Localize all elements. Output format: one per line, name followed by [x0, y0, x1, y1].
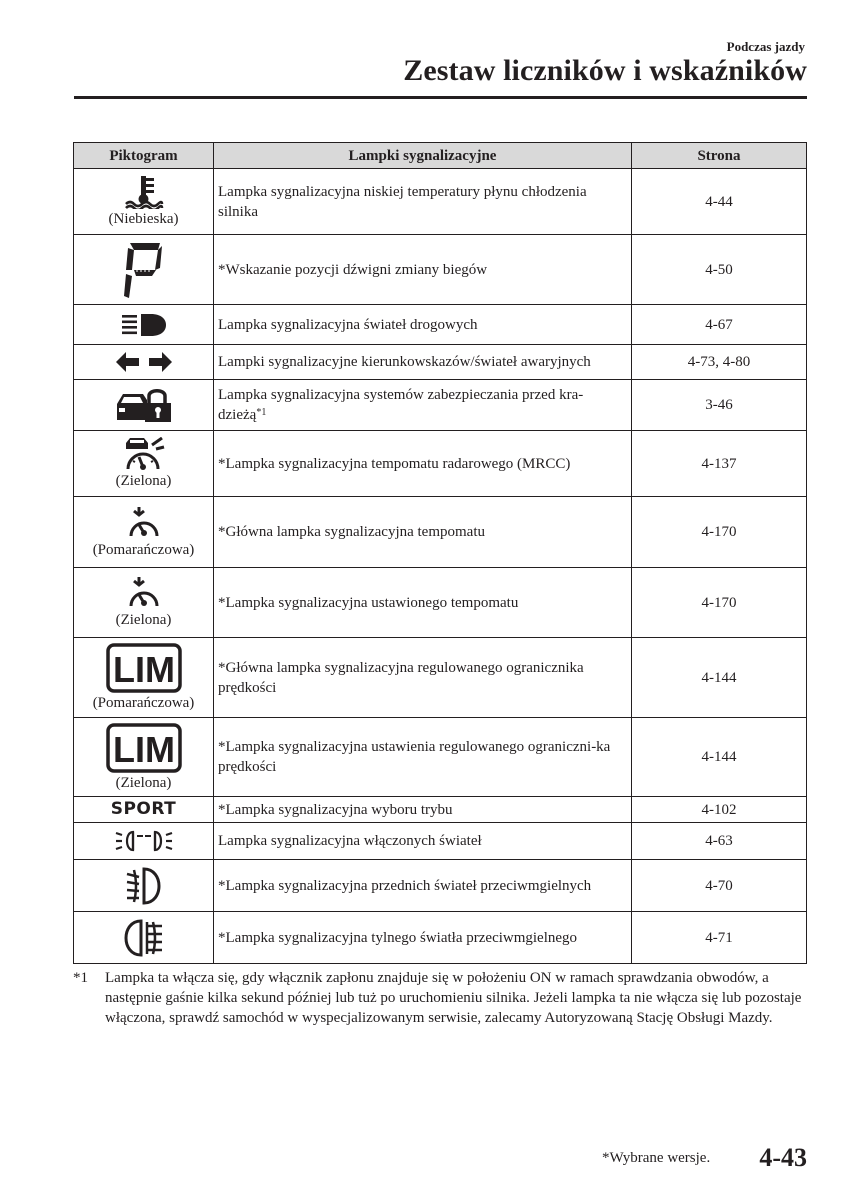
- table-row: [74, 380, 807, 431]
- shift-position-p-icon: [122, 240, 166, 300]
- page-reference: 4-44: [632, 169, 807, 235]
- light-description: Lampka sygnalizacyjna ustawionego tempomatu: [225, 594, 519, 611]
- page-reference: 4-144: [632, 718, 807, 797]
- pictogram-cell: [74, 380, 214, 431]
- page-number: 4-43: [759, 1143, 807, 1172]
- page-reference: 4-67: [632, 305, 807, 345]
- lim-label: LIM: [112, 649, 175, 690]
- page-reference: 4-50: [632, 235, 807, 305]
- description-cell: *Lampka sygnalizacyjna ustawionego tempomatu: [214, 568, 632, 638]
- high-beam-icon: [121, 313, 167, 337]
- light-description: Lampka sygnalizacyjna tylnego światła przeciwmgielnego: [225, 929, 578, 946]
- page-reference: 4-102: [632, 797, 807, 823]
- sport-text-icon: SPORT: [110, 799, 177, 819]
- light-description: Wskazanie pozycji dźwigni zmiany biegów: [225, 261, 488, 278]
- page-reference: 4-144: [632, 638, 807, 718]
- page-reference: 4-63: [632, 823, 807, 860]
- table-row: [74, 860, 807, 912]
- description-cell: *Główna lampka sygnalizacyjna tempomatu: [214, 497, 632, 568]
- icon-color-label: (Pomarańczowa): [92, 695, 195, 711]
- pictogram-cell: [74, 497, 214, 568]
- warning-lights-table: [73, 142, 807, 964]
- icon-color-label: (Zielona): [115, 774, 172, 791]
- page-reference: 3-46: [632, 380, 807, 431]
- pictogram-cell: [74, 345, 214, 380]
- pictogram-cell: [74, 235, 214, 305]
- pictogram-cell: [74, 568, 214, 638]
- column-header-pictogram: Piktogram: [74, 143, 214, 169]
- table-row: [74, 912, 807, 964]
- table-row: [74, 638, 807, 718]
- page-reference: 4-70: [632, 860, 807, 912]
- table-row: [74, 169, 807, 235]
- light-description: Lampka sygnalizacyjna włączonych świateł: [218, 833, 482, 849]
- table-row: [74, 431, 807, 497]
- table-row: [74, 235, 807, 305]
- light-description: Lampki sygnalizacyjne kierunkowskazów/świateł awaryjnych: [218, 354, 591, 370]
- light-description: Lampka sygnalizacyjna przednich świateł przeciwmgielnych: [225, 877, 592, 894]
- icon-color-label: (Pomarańczowa): [92, 541, 195, 558]
- column-header-page: Strona: [632, 143, 807, 169]
- light-description: Lampka sygnalizacyjna systemów zabezpieczania przed kra-dzieżą: [218, 387, 584, 423]
- light-description: Główna lampka sygnalizacyjna regulowanego ogranicznika prędkości: [218, 659, 584, 696]
- pictogram-cell: [74, 431, 214, 497]
- description-cell: *Lampka sygnalizacyjna tylnego światła przeciwmgielnego: [214, 912, 632, 964]
- pictogram-cell: [74, 638, 214, 718]
- page-reference: 4-170: [632, 568, 807, 638]
- table-row: [74, 718, 807, 797]
- coolant-temperature-icon: [124, 175, 164, 209]
- table-row: [74, 345, 807, 380]
- icon-color-label: (Zielona): [115, 612, 172, 628]
- light-description: Lampka sygnalizacyjna świateł drogowych: [218, 316, 478, 333]
- cruise-set-icon: [126, 576, 162, 610]
- lim-main-icon: [106, 643, 182, 693]
- rear-fog-light-icon: [123, 918, 165, 958]
- icon-color-label: (Zielona): [115, 473, 172, 489]
- turn-signal-arrows-icon: [115, 351, 173, 373]
- description-cell: *Wskazanie pozycji dźwigni zmiany biegów: [214, 235, 632, 305]
- pictogram-cell: [74, 305, 214, 345]
- section-label: Podczas jazdy: [726, 39, 805, 54]
- selected-versions-note: *Wybrane wersje.: [602, 1150, 711, 1166]
- description-cell: [214, 823, 632, 860]
- table-row: [74, 568, 807, 638]
- description-cell: *Lampka sygnalizacyjna ustawienia regulowanego ograniczni-ka prędkości: [214, 718, 632, 797]
- pictogram-cell: [74, 860, 214, 912]
- light-description: Główna lampka sygnalizacyjna tempomatu: [225, 524, 486, 540]
- light-description: Lampka sygnalizacyjna wyboru trybu: [225, 801, 453, 818]
- footnote: [73, 968, 813, 1028]
- page-reference: 4-170: [632, 497, 807, 568]
- page-reference: 4-71: [632, 912, 807, 964]
- description-cell: [214, 345, 632, 380]
- light-description: Lampka sygnalizacyjna ustawienia regulowanego ograniczni-ka prędkości: [218, 739, 611, 775]
- table-header-row: [74, 143, 807, 169]
- pictogram-cell: [74, 169, 214, 235]
- column-header-warning-lights: Lampki sygnalizacyjne: [214, 143, 632, 169]
- description-cell: *Lampka sygnalizacyjna przednich świateł przeciwmgielnych: [214, 860, 632, 912]
- lim-label: LIM: [112, 728, 175, 770]
- description-cell: *Lampka sygnalizacyjna tempomatu radarowego (MRCC): [214, 431, 632, 497]
- light-description: Lampka sygnalizacyjna niskiej temperatury płynu chłodzenia silnika: [218, 183, 587, 220]
- page-reference: 4-73, 4-80: [632, 345, 807, 380]
- cruise-main-icon: [126, 506, 162, 540]
- security-car-lock-icon: [115, 386, 173, 424]
- lim-set-icon: [106, 723, 182, 773]
- description-cell: [214, 305, 632, 345]
- table-row: [74, 497, 807, 568]
- table-row: [74, 305, 807, 345]
- description-cell: *Lampka sygnalizacyjna wyboru trybu: [214, 797, 632, 823]
- headlights-on-icon: [115, 830, 173, 852]
- pictogram-cell: [74, 823, 214, 860]
- description-cell: *Główna lampka sygnalizacyjna regulowanego ogranicznika prędkości: [214, 638, 632, 718]
- front-fog-light-icon: [124, 866, 164, 906]
- footnote-reference: *1: [256, 407, 267, 418]
- footnote-mark: *1: [73, 970, 88, 986]
- pictogram-cell: [74, 797, 214, 823]
- description-cell: [214, 169, 632, 235]
- table-row: [74, 797, 807, 823]
- light-description: Lampka sygnalizacyjna tempomatu radarowego (MRCC): [225, 455, 571, 472]
- description-cell: [214, 380, 632, 431]
- pictogram-cell: [74, 718, 214, 797]
- title-divider: [74, 96, 807, 99]
- icon-color-label: (Niebieska): [108, 211, 179, 227]
- radar-cruise-icon: [122, 437, 166, 471]
- pictogram-cell: [74, 912, 214, 964]
- table-row: [74, 823, 807, 860]
- page-reference: 4-137: [632, 431, 807, 497]
- footnote-text: Lampka ta włącza się, gdy włącznik zapłonu znajduje się w położeniu ON w ramach sprawdzania obwodów, a następnie gaśnie kilka sekund później lub tuż po uruchomieniu silnika. Jeżeli lampka ta nie włącza się lub pozostaje włączona, sprawdź samochód w wyspecjalizowanym serwisie, zalecamy Autoryzowaną Stację Obsługi Mazdy.: [105, 970, 802, 1026]
- page-title: Zestaw liczników i wskaźników: [403, 54, 807, 87]
